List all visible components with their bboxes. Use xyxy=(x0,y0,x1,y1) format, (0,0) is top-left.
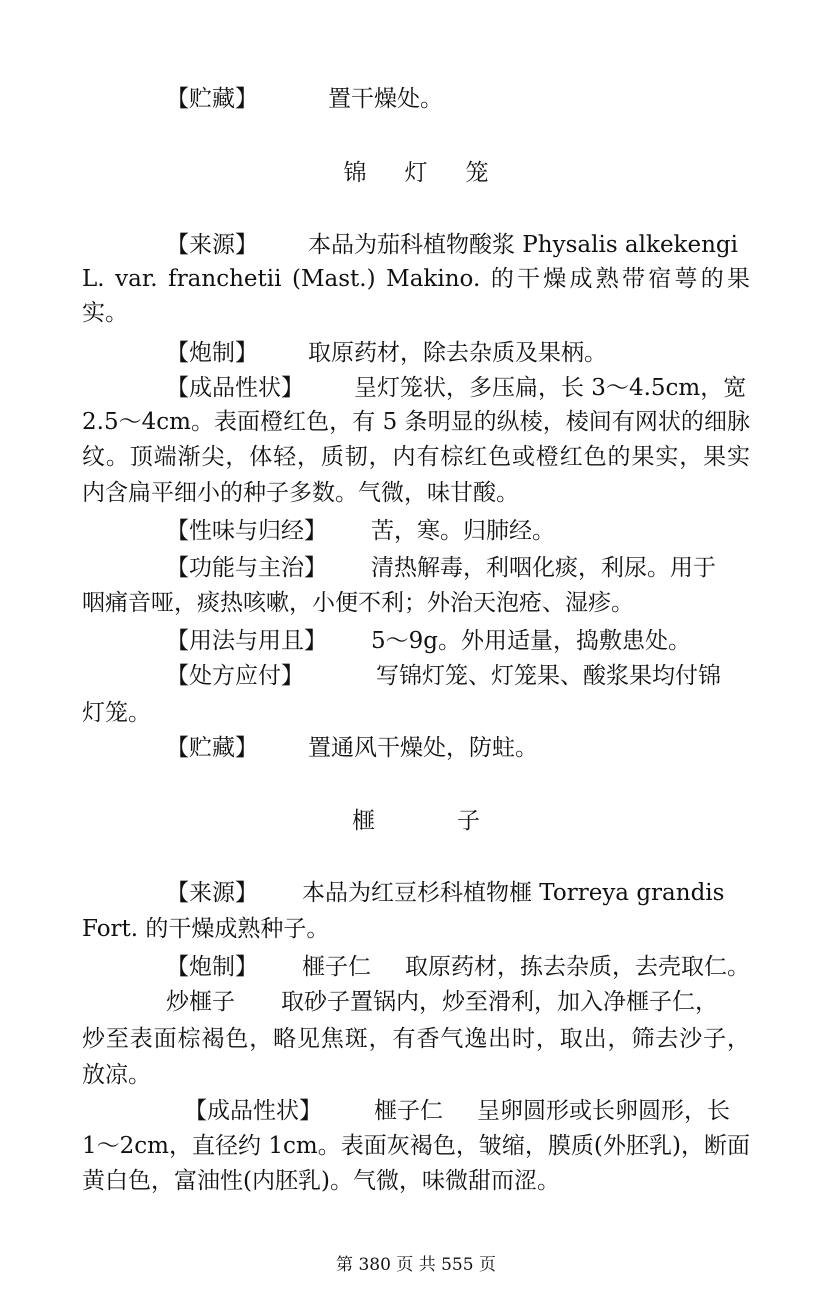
page-number: 380 xyxy=(358,1255,391,1275)
body-line: L. var. franchetii (Mast.) Makino. 的干燥成熟带宿萼的果 xyxy=(82,266,750,292)
section-text: 置通风干燥处，防蛀。 xyxy=(308,735,538,761)
storage-line xyxy=(166,731,538,765)
section-tag: 【成品性状】 xyxy=(184,1098,322,1124)
body-line: 咽痛音哑，痰热咳嗽，小便不利；外治天泡疮、湿疹。 xyxy=(82,590,634,616)
section-tag: 【贮藏】 xyxy=(166,735,258,761)
section-tag: 【成品性状】 xyxy=(166,375,304,401)
source-line xyxy=(166,876,724,910)
section-tag: 【处方应付】 xyxy=(166,663,304,689)
section-text: 本品为红豆杉科植物榧 Torreya grandis xyxy=(302,880,725,906)
body-line: 黄白色，富油性(内胚乳)。气微，味微甜而涩。 xyxy=(82,1168,560,1194)
section-text: 清热解毒，利咽化痰，利尿。用于 xyxy=(371,555,716,581)
section-subtag: 榧子仁 xyxy=(374,1098,443,1124)
body-line: 内含扁平细小的种子多数。气微，味甘酸。 xyxy=(82,480,519,506)
section-tag: 【用法与用且】 xyxy=(166,628,327,654)
section-text: 呈灯笼状，多压扁，长 3～4.5cm，宽 xyxy=(354,375,747,401)
title-char: 笼 xyxy=(465,160,489,186)
processing-line xyxy=(166,336,607,370)
section-text: 呈卵圆形或长卵圆形，长 xyxy=(477,1098,730,1124)
body-line: 实。 xyxy=(82,300,128,326)
appearance-line xyxy=(184,1094,730,1128)
section-text: 本品为茄科植物酸浆 Physalis alkekengi xyxy=(308,232,738,258)
body-line: 1～2cm，直径约 1cm。表面灰褐色，皱缩，膜质(外胚乳)，断面 xyxy=(82,1133,750,1159)
prescription-line xyxy=(166,659,721,693)
body-line: 纹。顶端渐尖，体轻，质韧，内有棕红色或橙红色的果实，果实 xyxy=(82,444,750,470)
body-line: 2.5～4cm。表面橙红色，有 5 条明显的纵棱，棱间有网状的细脉 xyxy=(82,409,750,435)
section-text: 取原药材，拣去杂质，去壳取仁。 xyxy=(405,954,750,980)
body-line: 炒至表面棕褐色，略见焦斑，有香气逸出时，取出，筛去沙子， xyxy=(82,1026,750,1052)
section-tag: 【来源】 xyxy=(166,232,258,258)
processing-line xyxy=(166,985,718,1019)
title-char: 灯 xyxy=(404,160,428,186)
section-text: 置干燥处。 xyxy=(328,86,443,112)
entry-title xyxy=(0,156,832,190)
section-text: 5～9g。外用适量，捣敷患处。 xyxy=(371,628,691,654)
entry-title xyxy=(0,804,832,838)
footer-word: 第 xyxy=(336,1255,354,1275)
dosage-line xyxy=(166,624,691,658)
section-tag: 【来源】 xyxy=(166,880,258,906)
section-tag: 【贮藏】 xyxy=(166,86,258,112)
function-line xyxy=(166,551,716,585)
storage-line xyxy=(166,82,443,116)
title-char: 锦 xyxy=(343,160,367,186)
body-line: 灯笼。 xyxy=(82,700,151,726)
title-char: 榧 xyxy=(352,808,375,834)
section-subtag: 炒榧子 xyxy=(166,989,235,1015)
section-tag: 【炮制】 xyxy=(166,954,258,980)
section-text: 写锦灯笼、灯笼果、酸浆果均付锦 xyxy=(376,663,721,689)
body-line: 放凉。 xyxy=(82,1062,151,1088)
appearance-line xyxy=(166,371,746,405)
section-text: 取原药材，除去杂质及果柄。 xyxy=(308,340,607,366)
section-tag: 【炮制】 xyxy=(166,340,258,366)
source-line xyxy=(166,228,738,262)
body-line: Fort. 的干燥成熟种子。 xyxy=(82,916,330,942)
nature-line xyxy=(166,514,555,548)
section-text: 苦，寒。归肺经。 xyxy=(371,518,555,544)
footer-word: 页 xyxy=(478,1255,496,1275)
section-text: 取砂子置锅内，炒至滑利，加入净榧子仁， xyxy=(281,989,718,1015)
footer-word: 共 xyxy=(418,1255,436,1275)
processing-line xyxy=(166,950,750,984)
title-char: 子 xyxy=(457,808,480,834)
section-subtag: 榧子仁 xyxy=(302,954,371,980)
page-footer xyxy=(0,1252,832,1278)
total-pages: 555 xyxy=(441,1255,474,1275)
footer-word: 页 xyxy=(396,1255,414,1275)
section-tag: 【功能与主治】 xyxy=(166,555,327,581)
section-tag: 【性味与归经】 xyxy=(166,518,327,544)
